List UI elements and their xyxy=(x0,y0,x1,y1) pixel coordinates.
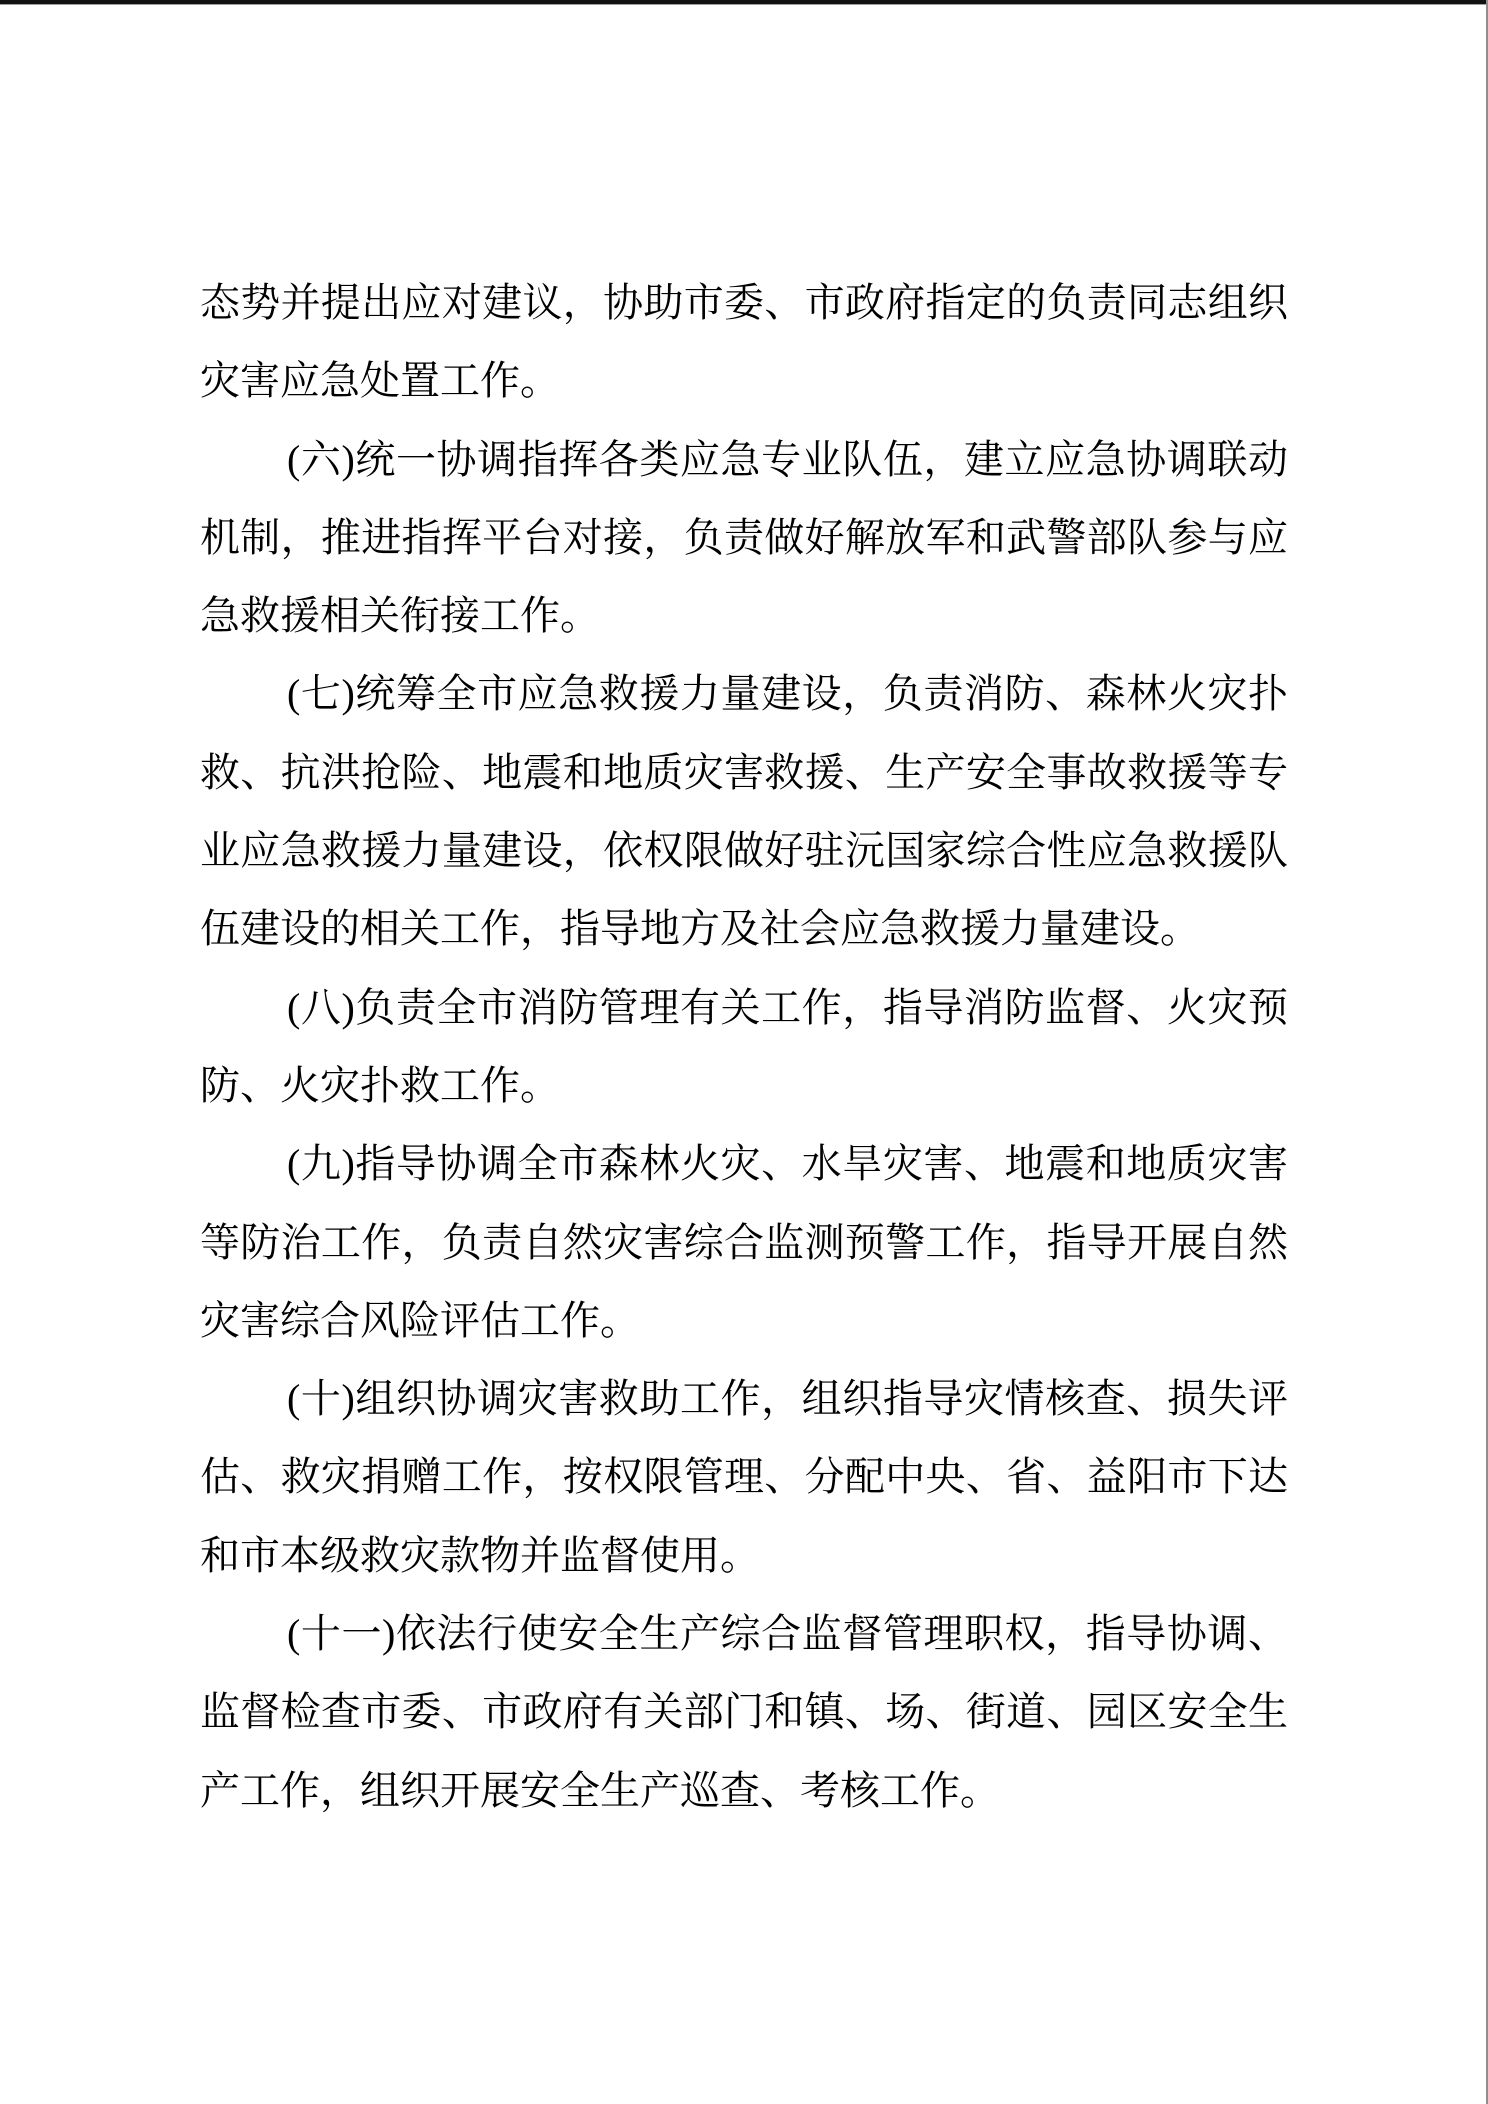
document-line: 态势并提出应对建议，协助市委、市政府指定的负责同志组织 xyxy=(200,280,1288,325)
document-line: (十)组织协调灾害救助工作，组织指导灾情核查、损失评 xyxy=(287,1376,1288,1422)
document-line: 急救援相关衔接工作。 xyxy=(200,593,600,639)
document-line: 灾害应急处置工作。 xyxy=(200,358,560,404)
document-line: 防、火灾扑救工作。 xyxy=(200,1062,560,1108)
document-line: 业应急救援力量建设，依权限做好驻沅国家综合性应急救援队 xyxy=(200,828,1288,874)
document-line: 和市本级救灾款物并监督使用。 xyxy=(200,1532,760,1578)
document-line: 产工作，组织开展安全生产巡查、考核工作。 xyxy=(200,1767,1000,1813)
window-top-edge xyxy=(0,0,1488,5)
document-line: 救、抗洪抢险、地震和地质灾害救援、生产安全事故救援等专 xyxy=(200,749,1288,795)
document-line: 灾害综合风险评估工作。 xyxy=(200,1297,640,1343)
document-line: (六)统一协调指挥各类应急专业队伍，建立应急协调联动 xyxy=(287,436,1288,482)
document-line: (七)统筹全市应急救援力量建设，负责消防、森林火灾扑 xyxy=(287,671,1288,717)
document-line: (九)指导协调全市森林火灾、水旱灾害、地震和地质灾害 xyxy=(287,1141,1288,1187)
document-line: 估、救灾捐赠工作，按权限管理、分配中央、省、益阳市下达 xyxy=(200,1454,1288,1500)
document-line: 等防治工作，负责自然灾害综合监测预警工作，指导开展自然 xyxy=(200,1219,1288,1265)
document-line: (十一)依法行使安全生产综合监督管理职权，指导协调、 xyxy=(287,1611,1288,1657)
document-line: (八)负责全市消防管理有关工作，指导消防监督、火灾预 xyxy=(287,984,1288,1030)
document-line: 伍建设的相关工作，指导地方及社会应急救援力量建设。 xyxy=(200,906,1200,952)
document-line: 机制，推进指挥平台对接，负责做好解放军和武警部队参与应 xyxy=(200,514,1288,560)
document-line: 监督检查市委、市政府有关部门和镇、场、街道、园区安全生 xyxy=(200,1689,1288,1735)
document-text-block xyxy=(200,264,1288,1830)
